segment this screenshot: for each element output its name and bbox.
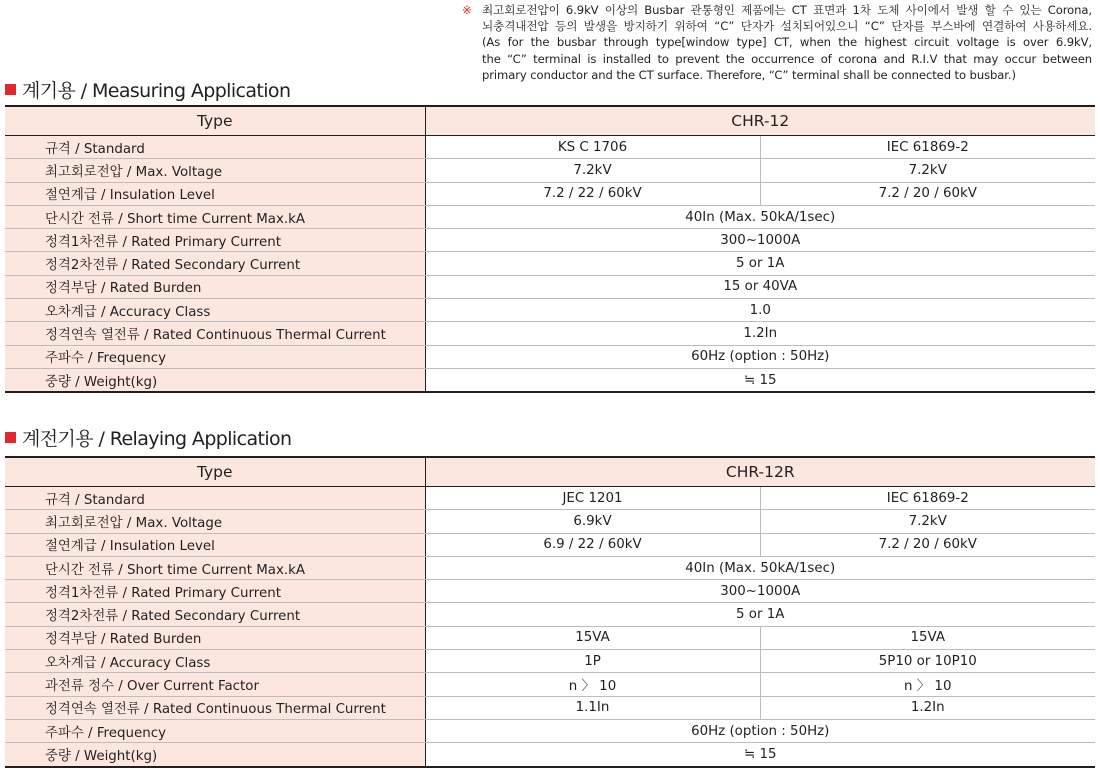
row-value-std2: 7.2 / 20 / 60kV — [760, 533, 1095, 556]
row-value: ≒ 15 — [425, 368, 1095, 392]
table-row — [5, 556, 1095, 579]
table-row — [5, 159, 1095, 182]
note-lines — [482, 2, 1092, 83]
row-value-std2: n 〉 10 — [760, 673, 1095, 696]
table-row — [5, 275, 1095, 298]
type-header: Type — [5, 457, 425, 487]
row-label: 중량 / Weight(kg) — [5, 743, 425, 767]
row-value-std1: 6.9kV — [425, 510, 760, 533]
table-row — [5, 368, 1095, 392]
row-value: 1.2In — [425, 322, 1095, 345]
table-row — [5, 299, 1095, 322]
table-row — [5, 252, 1095, 275]
row-label: 단시간 전류 / Short time Current Max.kA — [5, 556, 425, 579]
row-value-std2: 5P10 or 10P10 — [760, 650, 1095, 673]
row-label: 절연계급 / Insulation Level — [5, 533, 425, 556]
row-label: 규격 / Standard — [5, 487, 425, 510]
row-value-std2: 1.2In — [760, 696, 1095, 719]
relaying-section-title — [5, 424, 291, 451]
row-value: 15 or 40VA — [425, 275, 1095, 298]
table-row — [5, 603, 1095, 626]
row-value-std2: IEC 61869-2 — [760, 487, 1095, 510]
note-line: 최고회로전압이 6.9kV 이상의 Busbar 관통형인 제품에는 CT 표면과 1차 도체 사이에서 발생 할 수 있는 Corona, — [482, 3, 1092, 17]
row-label: 정격1차전류 / Rated Primary Current — [5, 229, 425, 252]
row-label: 규격 / Standard — [5, 136, 425, 159]
note-line: primary conductor and the CT surface. Therefore, “C” terminal shall be connected to busbar.) — [482, 67, 1016, 82]
row-label: 정격부담 / Rated Burden — [5, 626, 425, 649]
row-value-std1: 1.1In — [425, 696, 760, 719]
row-value-std2: 7.2kV — [760, 510, 1095, 533]
table-header-row — [5, 106, 1095, 136]
row-label: 정격2차전류 / Rated Secondary Current — [5, 252, 425, 275]
row-value-std2: 7.2kV — [760, 159, 1095, 182]
table-row — [5, 182, 1095, 205]
red-square-bullet-icon — [5, 432, 16, 443]
row-value-std1: 6.9 / 22 / 60kV — [425, 533, 760, 556]
table-row — [5, 345, 1095, 368]
row-label: 주파수 / Frequency — [5, 345, 425, 368]
row-value-std1: KS C 1706 — [425, 136, 760, 159]
row-value-std1: 15VA — [425, 626, 760, 649]
measuring-title-text: 계기용 / Measuring Application — [22, 80, 291, 102]
row-label: 절연계급 / Insulation Level — [5, 182, 425, 205]
table-row — [5, 533, 1095, 556]
row-value-std2: 15VA — [760, 626, 1095, 649]
row-value: 60Hz (option : 50Hz) — [425, 719, 1095, 742]
table-row — [5, 650, 1095, 673]
row-label: 주파수 / Frequency — [5, 719, 425, 742]
row-value: 60Hz (option : 50Hz) — [425, 345, 1095, 368]
row-value: 1.0 — [425, 299, 1095, 322]
reference-mark: ※ — [462, 3, 472, 17]
table-header-row — [5, 457, 1095, 487]
row-value: 300~1000A — [425, 580, 1095, 603]
relaying-spec-table — [5, 456, 1095, 768]
measuring-section-title — [5, 76, 290, 103]
row-label: 정격1차전류 / Rated Primary Current — [5, 580, 425, 603]
row-value-std2: IEC 61869-2 — [760, 136, 1095, 159]
relaying-title-text: 계전기용 / Relaying Application — [22, 428, 292, 450]
row-value-std1: n 〉 10 — [425, 673, 760, 696]
row-value: 5 or 1A — [425, 252, 1095, 275]
row-label: 최고회로전압 / Max. Voltage — [5, 510, 425, 533]
table-row — [5, 743, 1095, 767]
row-label: 정격연속 열전류 / Rated Continuous Thermal Current — [5, 322, 425, 345]
row-value: 40In (Max. 50kA/1sec) — [425, 556, 1095, 579]
table-row — [5, 510, 1095, 533]
table-row — [5, 229, 1095, 252]
row-label: 오차계급 / Accuracy Class — [5, 650, 425, 673]
table-row — [5, 580, 1095, 603]
row-value-std2: 7.2 / 20 / 60kV — [760, 182, 1095, 205]
measuring-spec-table — [5, 105, 1095, 393]
note-line: 뇌충격내전압 등의 발생을 방지하기 위하여 “C” 단자가 설치되어있으니 “C” 단자를 부스바에 연결하여 사용하세요. — [482, 19, 1092, 34]
busbar-note — [462, 2, 1092, 83]
row-value: 300~1000A — [425, 229, 1095, 252]
row-label: 과전류 정수 / Over Current Factor — [5, 673, 425, 696]
table-row — [5, 626, 1095, 649]
row-label: 중량 / Weight(kg) — [5, 368, 425, 392]
row-label: 정격부담 / Rated Burden — [5, 275, 425, 298]
row-label: 정격2차전류 / Rated Secondary Current — [5, 603, 425, 626]
note-line: (As for the busbar through type[window type] CT, when the highest circuit voltage is over 6.9kV, — [482, 35, 1092, 50]
model-header: CHR-12R — [425, 457, 1095, 487]
table-row — [5, 487, 1095, 510]
row-value-std1: 7.2kV — [425, 159, 760, 182]
table-row — [5, 205, 1095, 228]
row-label: 오차계급 / Accuracy Class — [5, 299, 425, 322]
table-row — [5, 322, 1095, 345]
row-value-std1: JEC 1201 — [425, 487, 760, 510]
row-label: 최고회로전압 / Max. Voltage — [5, 159, 425, 182]
table-row — [5, 719, 1095, 742]
row-label: 정격연속 열전류 / Rated Continuous Thermal Current — [5, 696, 425, 719]
model-header: CHR-12 — [425, 106, 1095, 136]
table-row — [5, 673, 1095, 696]
row-value-std1: 7.2 / 22 / 60kV — [425, 182, 760, 205]
note-line: the “C” terminal is installed to prevent the occurrence of corona and R.I.V that may occur between — [482, 51, 1092, 66]
table-row — [5, 696, 1095, 719]
red-square-bullet-icon — [5, 84, 16, 95]
type-header: Type — [5, 106, 425, 136]
row-value: 5 or 1A — [425, 603, 1095, 626]
table-row — [5, 136, 1095, 159]
row-value-std1: 1P — [425, 650, 760, 673]
row-value: 40In (Max. 50kA/1sec) — [425, 205, 1095, 228]
row-label: 단시간 전류 / Short time Current Max.kA — [5, 205, 425, 228]
row-value: ≒ 15 — [425, 743, 1095, 767]
